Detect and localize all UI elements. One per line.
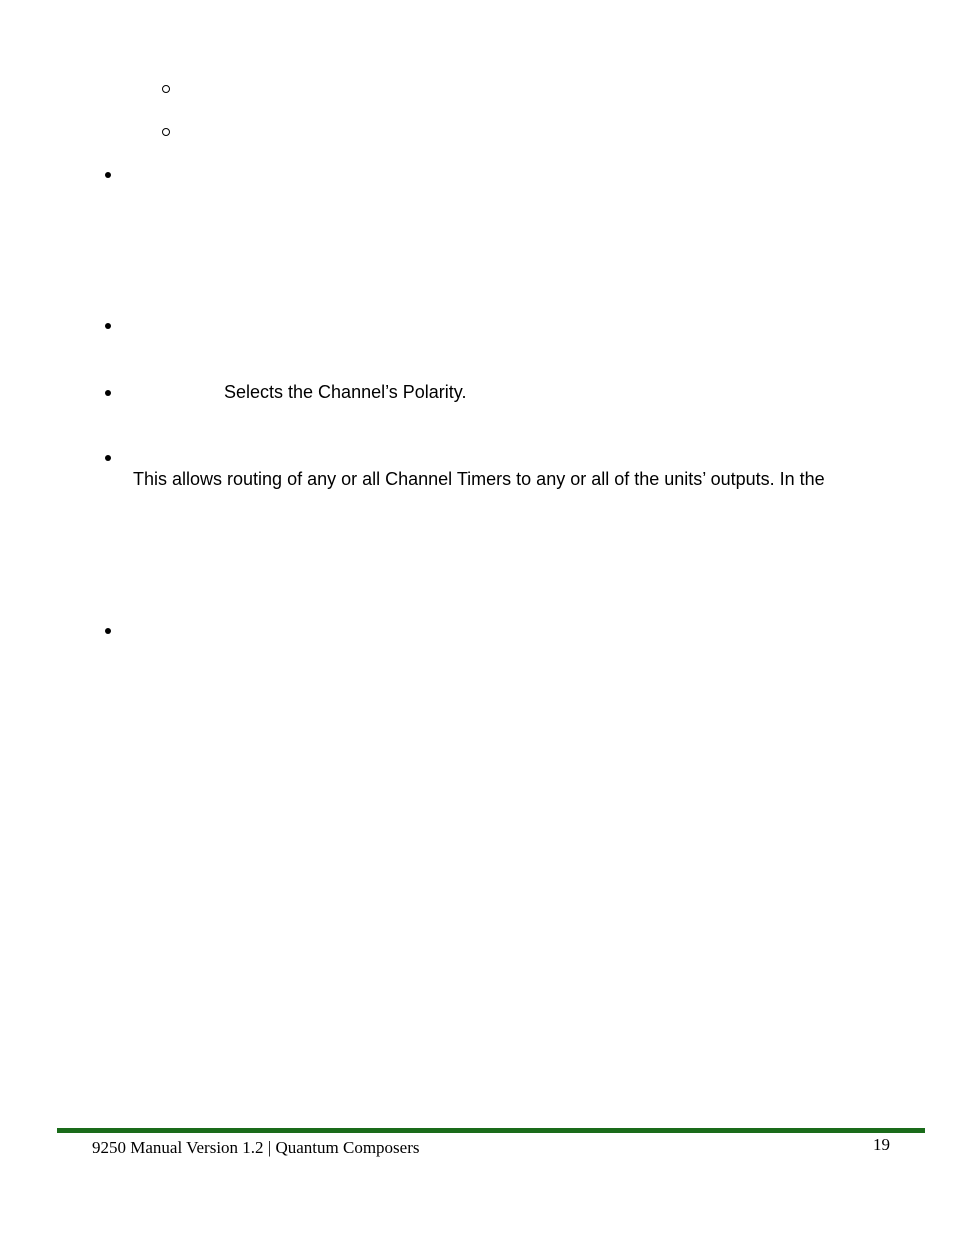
sub-bullet-1 xyxy=(162,85,170,93)
sub-bullet-2 xyxy=(162,128,170,136)
list-bullet-5 xyxy=(105,628,111,634)
list-bullet-3 xyxy=(105,390,111,396)
polarity-description: Selects the Channel’s Polarity. xyxy=(224,382,467,402)
routing-description: This allows routing of any or all Channel Timers to any or all of the units’ outputs. In the xyxy=(133,469,825,489)
list-bullet-1 xyxy=(105,172,111,178)
list-bullet-4 xyxy=(105,455,111,461)
page-number: 19 xyxy=(873,1135,890,1154)
footer-rule xyxy=(57,1128,925,1133)
footer-title: 9250 Manual Version 1.2 | Quantum Composers xyxy=(92,1138,420,1157)
list-bullet-2 xyxy=(105,323,111,329)
